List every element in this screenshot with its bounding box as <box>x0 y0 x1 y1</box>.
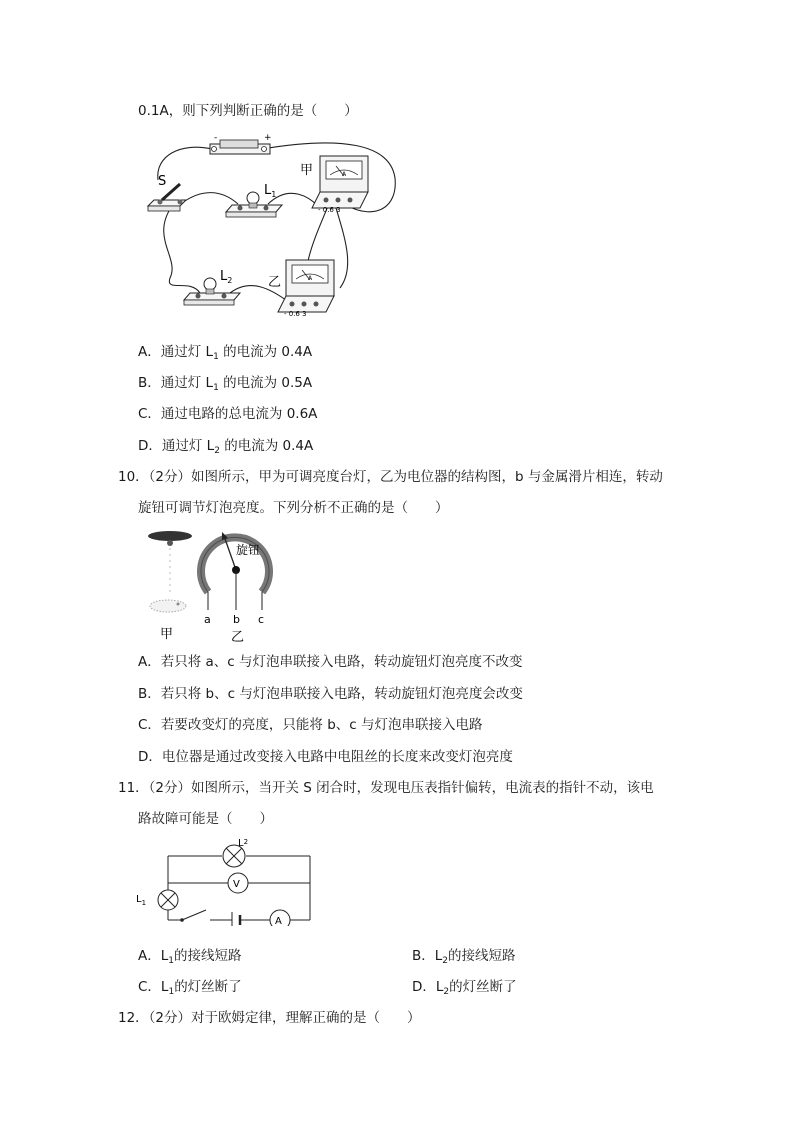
l2-label: $L^2$ <box>238 838 249 849</box>
ammeter-jia-label: 甲 <box>300 163 314 178</box>
q9-option-a[interactable]: A．通过灯 $L_1$ 的电流为 0.4A <box>138 344 313 362</box>
terminal-c-label: c <box>258 613 265 626</box>
potentiometer-icon <box>201 532 269 645</box>
switch-contact-icon <box>180 918 184 922</box>
potentiometer-label: 乙 <box>231 630 245 645</box>
q10-option-a[interactable]: A．若只将 a、c 与灯泡串联接入电路，转动旋钮灯泡亮度不改变 <box>138 654 523 670</box>
ammeter-label: A <box>275 916 282 926</box>
knob-label: 旋钮 <box>236 543 261 557</box>
q9-stem: 0.1A，则下列判断正确的是（ ） <box>138 103 358 119</box>
lamp-l2-symbol-icon <box>223 838 248 867</box>
q11-option-c[interactable]: C．$L_1$的灯丝断了 <box>138 979 242 997</box>
terminal-a-label: a <box>204 613 211 626</box>
q9-circuit-figure <box>140 128 400 328</box>
ammeter-yi-label: 乙 <box>268 275 282 290</box>
battery-neg-label: - <box>214 133 218 143</box>
q9-option-b[interactable]: B．通过灯 $L_1$ 的电流为 0.5A <box>138 375 313 393</box>
switch-label: S <box>158 174 167 189</box>
ammeter-jia-terminals: - 0.6 3 <box>318 206 341 214</box>
q11-circuit-figure <box>134 838 318 926</box>
q11-stem-line2: 路故障可能是（ ） <box>138 811 273 827</box>
lamp-l1-symbol-icon <box>136 890 178 910</box>
q12-stem: 12．（2分）对于欧姆定律，理解正确的是（ ） <box>118 1010 421 1026</box>
q11-option-b[interactable]: B．$L_2$的接线短路 <box>412 948 516 966</box>
voltmeter-label: V <box>233 879 240 890</box>
ammeter-jia-unit: A <box>342 171 347 178</box>
q11-stem-line1: 11．（2分）如图所示，当开关 S 闭合时，发现电压表指针偏转，电流表的指针不动，该电 <box>118 780 654 796</box>
ammeter-jia-icon <box>300 156 368 214</box>
battery-pos-label: + <box>264 133 272 143</box>
q11-option-d[interactable]: D．$L_2$的灯丝断了 <box>412 979 517 997</box>
q11-option-a[interactable]: A．$L_1$的接线短路 <box>138 948 242 966</box>
battery-symbol-icon <box>232 912 240 926</box>
ammeter-yi-unit: A <box>308 275 313 282</box>
voltmeter-icon <box>228 873 248 893</box>
terminal-b-label: b <box>233 613 240 626</box>
q9-option-c[interactable]: C．通过电路的总电流为 0.6A <box>138 406 318 422</box>
desk-lamp-label: 甲 <box>160 627 174 642</box>
q10-stem-line1: 10．（2分）如图所示，甲为可调亮度台灯，乙为电位器的结构图，b 与金属滑片相连，转动 <box>118 469 663 485</box>
ammeter-yi-icon <box>268 260 334 318</box>
q10-option-d[interactable]: D．电位器是通过改变接入电路中电阻丝的长度来改变灯泡亮度 <box>138 749 513 765</box>
q10-stem-line2: 旋钮可调节灯泡亮度。下列分析不正确的是（ ） <box>138 500 449 516</box>
lamp-l1-label: $L_1$ <box>264 183 277 199</box>
q10-option-c[interactable]: C．若要改变灯的亮度，只能将 b、c 与灯泡串联接入电路 <box>138 717 483 733</box>
q9-option-d[interactable]: D．通过灯 $L_2$ 的电流为 0.4A <box>138 438 314 456</box>
desk-lamp-icon <box>148 531 192 642</box>
battery-icon <box>210 133 272 154</box>
q10-option-b[interactable]: B．若只将 b、c 与灯泡串联接入电路，转动旋钮灯泡亮度会改变 <box>138 686 523 702</box>
ammeter-symbol-icon <box>270 910 290 926</box>
lamp-l2-label: $L_2$ <box>220 269 233 285</box>
q10-potentiometer-figure <box>138 524 288 648</box>
ammeter-yi-terminals: - 0.6 3 <box>284 310 307 318</box>
switch-icon <box>148 174 186 211</box>
l1-label: $L_1$ <box>136 894 147 907</box>
